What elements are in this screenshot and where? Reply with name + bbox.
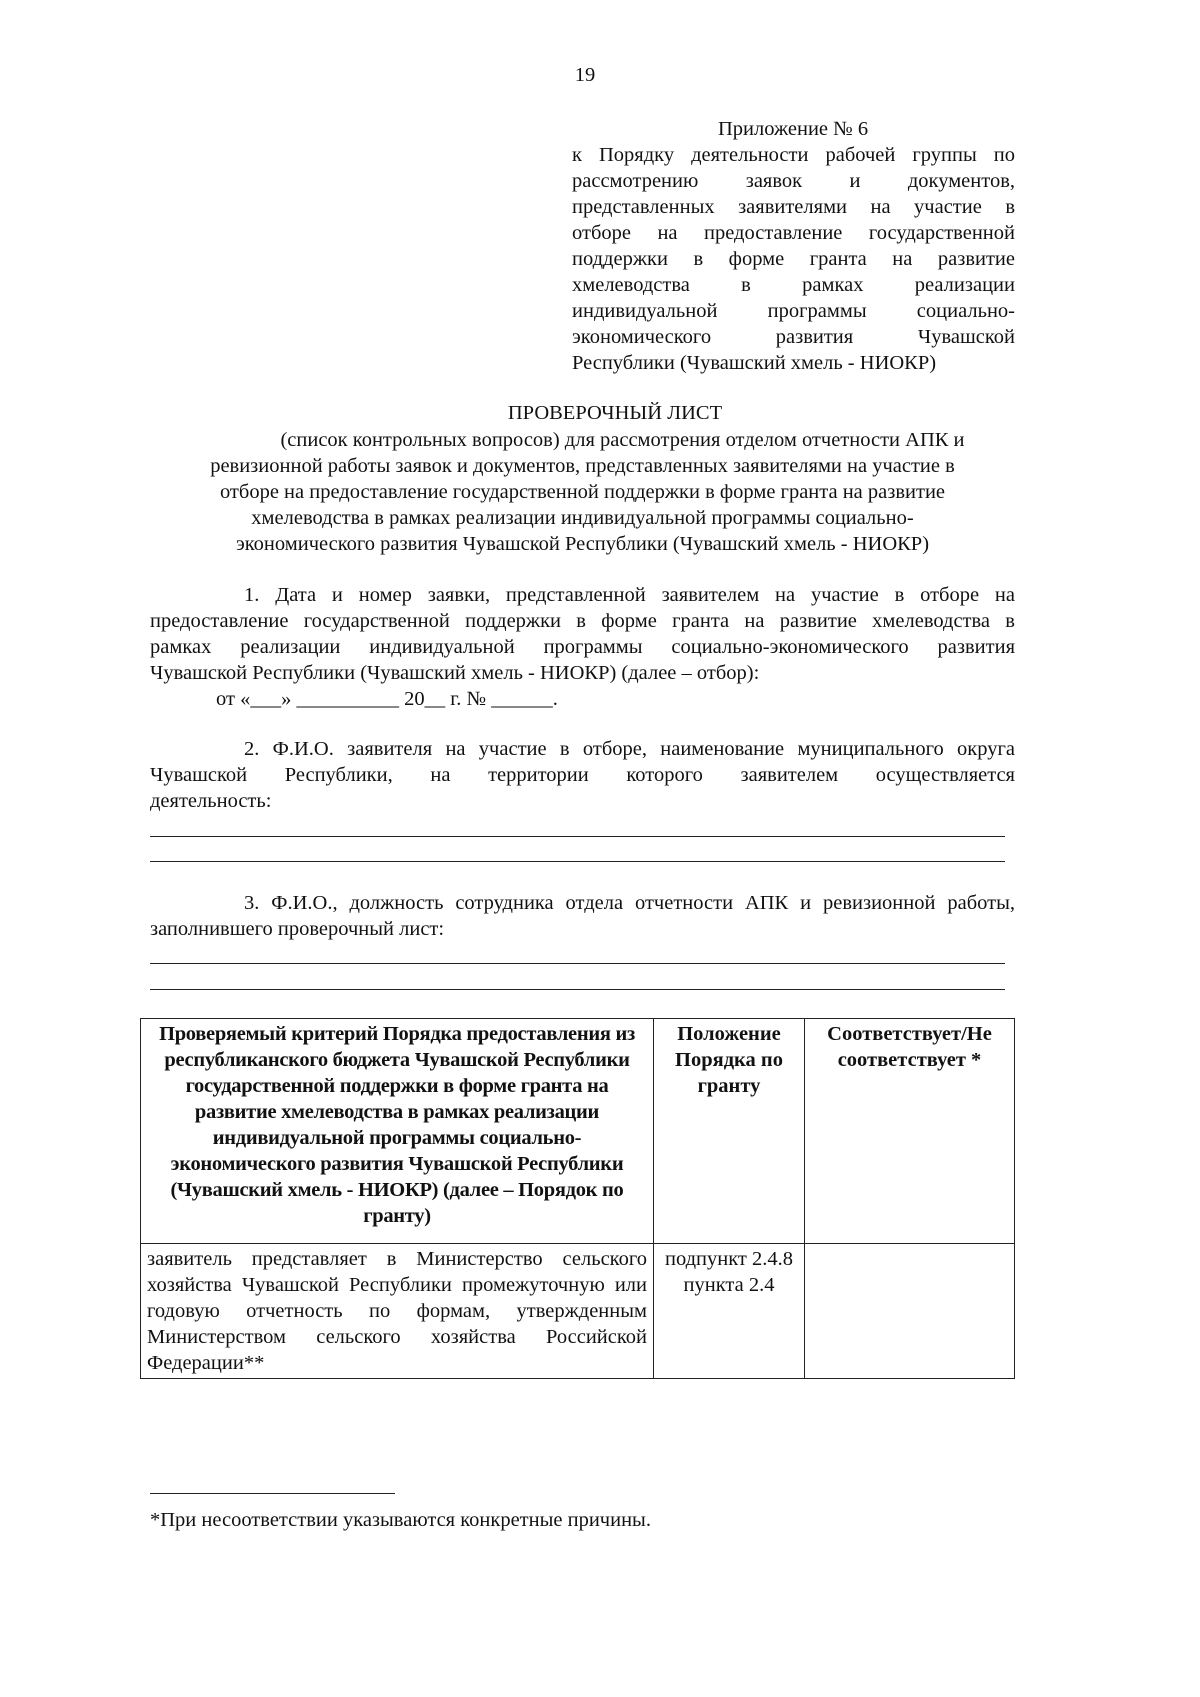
page-number: 19 bbox=[574, 64, 596, 86]
item-2-line: Чувашской Республики, на территории которого заявителем осуществляется bbox=[150, 764, 1015, 786]
appendix-line: Республики (Чувашский хмель - НИОКР) bbox=[572, 352, 937, 374]
item-3-line: заполнившего проверочный лист: bbox=[150, 918, 445, 940]
item-1-line: рамках реализации индивидуальной программы социально-экономического развития bbox=[150, 636, 1015, 658]
appendix-line: поддержки в форме гранта на развитие bbox=[572, 248, 1015, 270]
header-provision: Положение Порядка по гранту bbox=[654, 1019, 805, 1244]
subtitle-line: отборе на предоставление государственной поддержки в форме гранта на развитие bbox=[219, 481, 946, 503]
subtitle-line: ревизионной работы заявок и документов, представленных заявителями на участие в bbox=[210, 455, 955, 477]
item-1-line: 1. Дата и номер заявки, представленной заявителем на участие в отборе на bbox=[244, 584, 1015, 606]
provision-cell: подпункт 2.4.8 пункта 2.4 bbox=[654, 1244, 805, 1379]
appendix-reference bbox=[572, 142, 1015, 376]
appendix-line: отборе на предоставление государственной bbox=[572, 222, 1015, 244]
appendix-line: экономического развития Чувашской bbox=[572, 326, 1015, 348]
document-subtitle bbox=[150, 427, 1015, 557]
subtitle-line: хмелеводства в рамках реализации индивидуальной программы социально- bbox=[251, 507, 914, 529]
appendix-line: индивидуальной программы социально- bbox=[572, 300, 1015, 322]
footnote: *При несоответствии указываются конкретные причины. bbox=[150, 1509, 651, 1531]
appendix-line: хмелеводства в рамках реализации bbox=[572, 274, 1015, 296]
criterion-cell: заявитель представляет в Министерство сельского хозяйства Чувашской Республики промежуточную или годовую отчетность по формам, утвержденным Министерством сельского хозяйства Российской Федерации** bbox=[141, 1244, 654, 1379]
appendix-line: к Порядку деятельности рабочей группы по bbox=[572, 144, 1015, 166]
subtitle-line: (список контрольных вопросов) для рассмотрения отделом отчетности АПК и bbox=[280, 429, 965, 451]
header-criterion: Проверяемый критерий Порядка предоставления из республиканского бюджета Чувашской Республики государственной поддержки в форме гранта на развитие хмелеводства в рамках реализации индивидуальной программы социально-экономического развития Чувашской Республики (Чувашский хмель - НИОКР) (далее – Порядок по гранту) bbox=[141, 1019, 654, 1244]
footnote-separator bbox=[150, 1493, 395, 1494]
item-1 bbox=[150, 582, 1015, 712]
appendix-title: Приложение № 6 bbox=[718, 118, 869, 140]
table-header-row bbox=[141, 1019, 1015, 1244]
item-2-line: деятельность: bbox=[150, 790, 272, 812]
item-1-line: Чувашской Республики (Чувашский хмель - НИОКР) (далее – отбор): bbox=[150, 662, 760, 684]
application-date-number-field[interactable]: от «___» __________ 20__ г. № ______. bbox=[216, 688, 558, 710]
appendix-line: рассмотрению заявок и документов, bbox=[572, 170, 1015, 192]
document-title: ПРОВЕРОЧНЫЙ ЛИСТ bbox=[507, 402, 723, 424]
item-3-line: 3. Ф.И.О., должность сотрудника отдела отчетности АПК и ревизионной работы, bbox=[244, 892, 1015, 914]
item-2 bbox=[150, 736, 1015, 814]
appendix-line: представленных заявителями на участие в bbox=[572, 196, 1015, 218]
item-1-line: предоставление государственной поддержки в форме гранта на развитие хмелеводства в bbox=[150, 610, 1015, 632]
applicant-fill-line[interactable] bbox=[150, 836, 1005, 837]
header-compliance: Соответствует/Не соответствует * bbox=[805, 1019, 1015, 1244]
checklist-table bbox=[140, 1018, 1015, 1379]
item-2-line: 2. Ф.И.О. заявителя на участие в отборе, наименование муниципального округа bbox=[244, 738, 1015, 760]
compliance-cell[interactable] bbox=[805, 1244, 1015, 1379]
applicant-fill-line[interactable] bbox=[150, 861, 1005, 862]
item-3 bbox=[150, 890, 1015, 942]
subtitle-line: экономического развития Чувашской Республики (Чувашский хмель - НИОКР) bbox=[235, 533, 930, 555]
employee-fill-line[interactable] bbox=[150, 963, 1005, 964]
employee-fill-line[interactable] bbox=[150, 989, 1005, 990]
table-row bbox=[141, 1244, 1015, 1379]
